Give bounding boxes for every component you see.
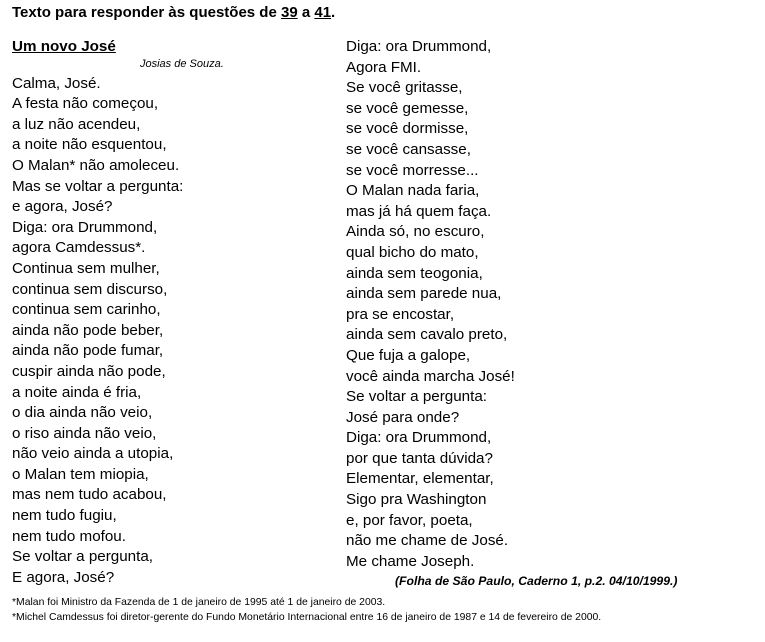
poem-line: Mas se voltar a pergunta:	[12, 177, 184, 195]
poem-line: continua sem carinho,	[12, 301, 161, 319]
instruction-middle: a	[297, 4, 315, 21]
poem-line: Diga: ora Drummond,	[346, 38, 492, 55]
poem-line: ainda não pode beber,	[12, 321, 164, 339]
poem-line: Que fuja a galope,	[346, 346, 471, 364]
poem-line: a luz não acendeu,	[12, 115, 141, 133]
poem-line: não me chame de José.	[346, 532, 509, 550]
poem-line: qual bicho do mato,	[346, 243, 479, 261]
poem-line: mas nem tudo acabou,	[12, 486, 167, 504]
poem-line: Continua sem mulher,	[12, 259, 160, 277]
poem-line: O Malan* não amoleceu.	[12, 156, 180, 174]
poem-line: se você gemesse,	[346, 99, 469, 117]
poem-line: A festa não começou,	[12, 95, 159, 113]
poem-line: se você morresse...	[346, 161, 479, 179]
poem-line: Se voltar a pergunta,	[12, 548, 153, 566]
instruction-prefix: Texto para responder às questões de	[12, 4, 281, 21]
poem-line: o riso ainda não veio,	[12, 424, 157, 442]
instruction-suffix: .	[331, 4, 336, 21]
poem-line: se você cansasse,	[346, 140, 471, 158]
poem-author: Josias de Souza.	[140, 57, 224, 70]
poem-right-lines	[346, 37, 756, 572]
poem-line: pra se encostar,	[346, 305, 455, 323]
poem-line: a noite ainda é fria,	[12, 383, 142, 401]
question-number-end: 41	[314, 4, 332, 21]
poem-line: cuspir ainda não pode,	[12, 362, 166, 380]
poem-line: não veio ainda a utopia,	[12, 445, 174, 463]
poem-line: E agora, José?	[12, 568, 115, 586]
poem-source-citation: (Folha de São Paulo, Caderno 1, p.2. 04/10/1999.)	[395, 574, 678, 589]
poem-line: nem tudo fugiu,	[12, 507, 117, 525]
poem-line: ainda sem teogonia,	[346, 264, 483, 282]
poem-left-lines	[12, 74, 332, 589]
poem-line: nem tudo mofou.	[12, 527, 126, 545]
poem-line: ainda sem cavalo preto,	[346, 326, 508, 344]
poem-line: Diga: ora Drummond,	[12, 218, 158, 236]
poem-line: o Malan tem miopia,	[12, 465, 149, 483]
poem-line: José para onde?	[346, 408, 460, 426]
poem-line: Me chame Joseph.	[346, 552, 475, 570]
poem-line: o dia ainda não veio,	[12, 404, 153, 422]
poem-line: Se você gritasse,	[346, 79, 463, 97]
poem-line: a noite não esquentou,	[12, 136, 167, 154]
footnotes	[12, 596, 601, 625]
question-number-start: 39	[280, 4, 298, 21]
poem-line: Sigo pra Washington	[346, 491, 487, 509]
poem-line: você ainda marcha José!	[346, 367, 515, 385]
poem-line: agora Camdessus*.	[12, 239, 146, 257]
poem-left-column	[12, 37, 332, 588]
question-instruction	[12, 4, 335, 21]
poem-line: Se voltar a pergunta:	[346, 388, 487, 406]
poem-line: por que tanta dúvida?	[346, 449, 493, 467]
poem-line: e, por favor, poeta,	[346, 511, 473, 529]
poem-title: Um novo José	[12, 38, 116, 55]
poem-line: se você dormisse,	[346, 120, 469, 138]
footnote-camdessus: *Michel Camdessus foi diretor-gerente do Fundo Monetário Internacional entre 16 de janeiro de 1987 e 14 de fevereiro de 2000.	[12, 611, 602, 623]
poem-line: Ainda só, no escuro,	[346, 223, 485, 241]
poem-line: ainda sem parede nua,	[346, 285, 502, 303]
poem-line: O Malan nada faria,	[346, 182, 480, 200]
poem-line: Elementar, elementar,	[346, 470, 494, 488]
poem-line: e agora, José?	[12, 198, 113, 216]
footnote-malan: *Malan foi Ministro da Fazenda de 1 de janeiro de 1995 até 1 de janeiro de 2003.	[12, 597, 386, 608]
poem-line: ainda não pode fumar,	[12, 342, 164, 360]
poem-line: Calma, José.	[12, 74, 101, 92]
poem-right-column	[346, 37, 756, 590]
poem-line: Diga: ora Drummond,	[346, 429, 492, 447]
poem-line: continua sem discurso,	[12, 280, 168, 298]
poem-line: Agora FMI.	[346, 58, 422, 76]
poem-line: mas já há quem faça.	[346, 202, 492, 220]
